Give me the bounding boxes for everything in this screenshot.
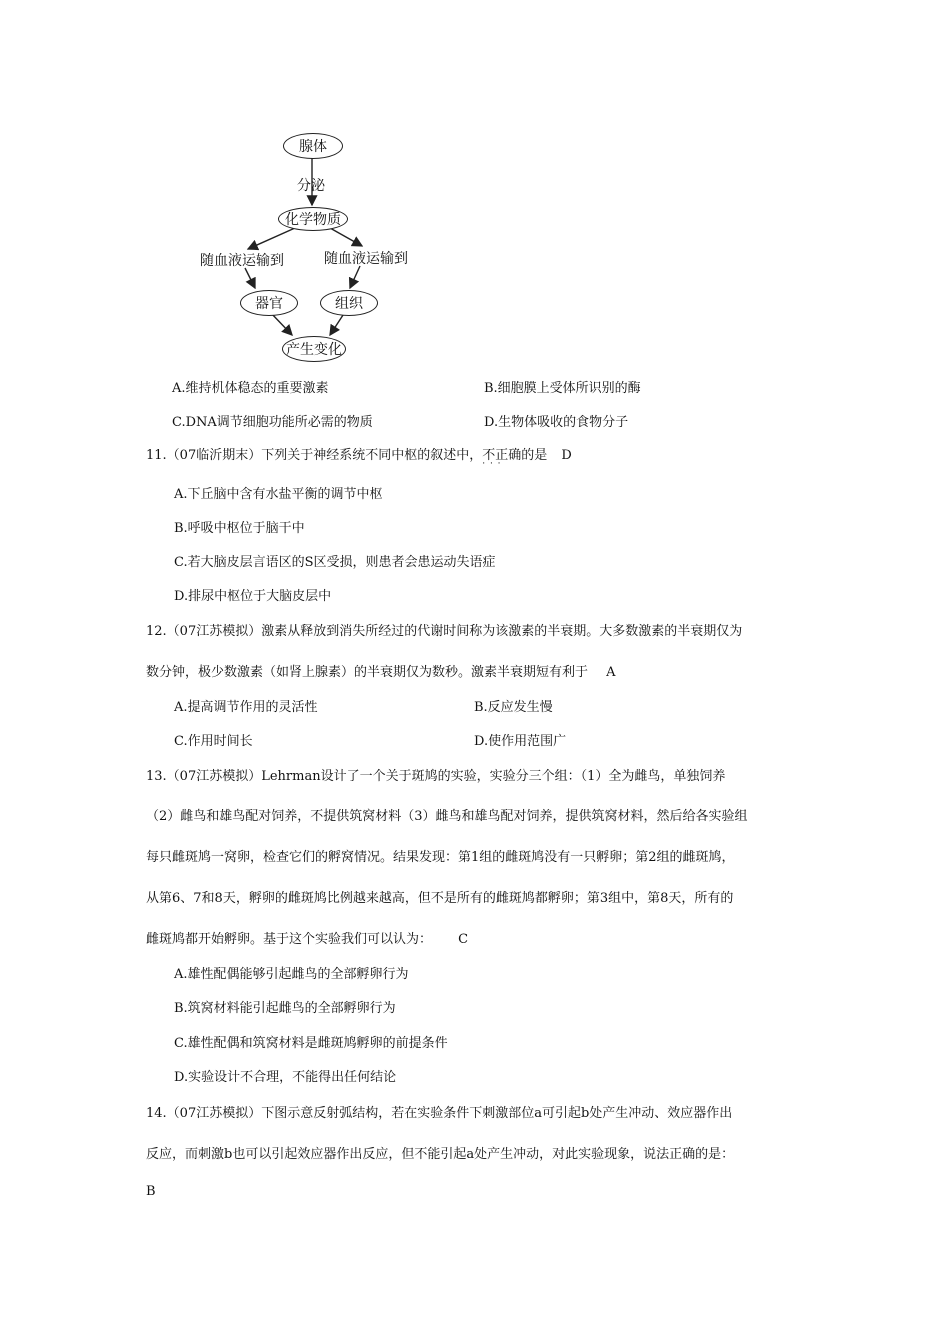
q11-stem-emphasis: 不正确 · · · xyxy=(482,448,521,463)
secrete-label: 分泌 xyxy=(297,178,325,194)
q13-stem-line2: （2）雌鸟和雄鸟配对饲养，不提供筑窝材料（3）雌鸟和雄鸟配对饲养，提供筑窝材料，然后给各实验组 xyxy=(146,809,748,824)
tissue-node xyxy=(320,290,378,316)
q12-stem-line1: 12.（07江苏模拟）激素从释放到消失所经过的代谢时间称为该激素的半衰期。大多数激素的半衰期仅为 xyxy=(146,624,743,639)
chemical-node xyxy=(278,207,348,231)
q12-answer: A xyxy=(606,665,616,680)
q14-stem-line2: 反应，而刺激b也可以引起效应器作出反应，但不能引起a处产生冲动，对此实验现象，说法正确的是： xyxy=(146,1147,735,1162)
organ-node xyxy=(240,290,298,316)
transport-left-label: 随血液运输到 xyxy=(200,253,284,269)
transport-right-label: 随血液运输到 xyxy=(324,251,408,267)
q10-option-b: B.细胞膜上受体所识别的酶 xyxy=(484,381,641,396)
diagram-arrows xyxy=(0,0,950,400)
q11-stem xyxy=(146,444,572,463)
q11-stem-pre: 11.（07临沂期末）下列关于神经系统不同中枢的叙述中， xyxy=(146,448,483,463)
q13-stem-line3: 每只雌斑鸠一窝卵，检查它们的孵窝情况。结果发现：第1组的雌斑鸠没有一只孵卵；第2组的雌斑鸠， xyxy=(146,850,735,865)
q13-answer: C xyxy=(458,932,469,947)
q10-option-d: D.生物体吸收的食物分子 xyxy=(484,415,629,430)
gland-node xyxy=(283,133,343,159)
q13-option-d: D.实验设计不合理，不能得出任何结论 xyxy=(174,1070,397,1085)
q12-option-d: D.使作用范围广 xyxy=(474,734,567,749)
q12-stem-line2 xyxy=(146,661,616,680)
change-node xyxy=(282,336,346,362)
q12-option-b: B.反应发生慢 xyxy=(474,700,553,715)
change-label: 产生变化 xyxy=(286,342,342,358)
q12-stem-text: 数分钟，极少数激素（如肾上腺素）的半衰期仅为数秒。激素半衰期短有利于 xyxy=(146,665,589,680)
q12-option-a: A.提高调节作用的灵活性 xyxy=(174,700,318,715)
q13-stem-line4: 从第6、7和8天，孵卵的雌斑鸠比例越来越高，但不是所有的雌斑鸠都孵卵；第3组中，第8天，所有的 xyxy=(146,891,734,906)
q12-option-c: C.作用时间长 xyxy=(174,734,253,749)
gland-label: 腺体 xyxy=(299,139,327,155)
q14-stem-line1: 14.（07江苏模拟）下图示意反射弧结构，若在实验条件下刺激部位a可引起b处产生冲动、效应器作出 xyxy=(146,1106,733,1121)
q13-stem-text: 雌斑鸠都开始孵卵。基于这个实验我们可以认为： xyxy=(146,932,433,947)
q11-answer: D xyxy=(561,448,572,463)
q10-option-c: C.DNA调节细胞功能所必需的物质 xyxy=(172,415,373,430)
chemical-label: 化学物质 xyxy=(285,212,341,228)
tissue-label: 组织 xyxy=(335,296,363,312)
q13-option-c: C.雄性配偶和筑窝材料是雌斑鸠孵卵的前提条件 xyxy=(174,1036,448,1051)
q13-option-a: A.雄性配偶能够引起雌鸟的全部孵卵行为 xyxy=(174,967,409,982)
q13-stem-line1: 13.（07江苏模拟）Lehrman设计了一个关于斑鸠的实验，实验分三个组：（1）全为雌鸟，单独饲养 xyxy=(146,769,726,784)
q10-option-a: A.维持机体稳态的重要激素 xyxy=(172,381,329,396)
q11-option-b: B.呼吸中枢位于脑干中 xyxy=(174,521,305,536)
organ-label: 器官 xyxy=(255,296,283,312)
q14-answer: B xyxy=(146,1184,156,1199)
q13-option-b: B.筑窝材料能引起雌鸟的全部孵卵行为 xyxy=(174,1001,396,1016)
q11-option-c: C.若大脑皮层言语区的S区受损，则患者会患运动失语症 xyxy=(174,555,496,570)
q11-stem-post: 的是 xyxy=(521,448,548,463)
q11-option-a: A.下丘脑中含有水盐平衡的调节中枢 xyxy=(174,487,383,502)
q13-stem-line5 xyxy=(146,928,468,947)
q11-option-d: D.排尿中枢位于大脑皮层中 xyxy=(174,589,332,604)
